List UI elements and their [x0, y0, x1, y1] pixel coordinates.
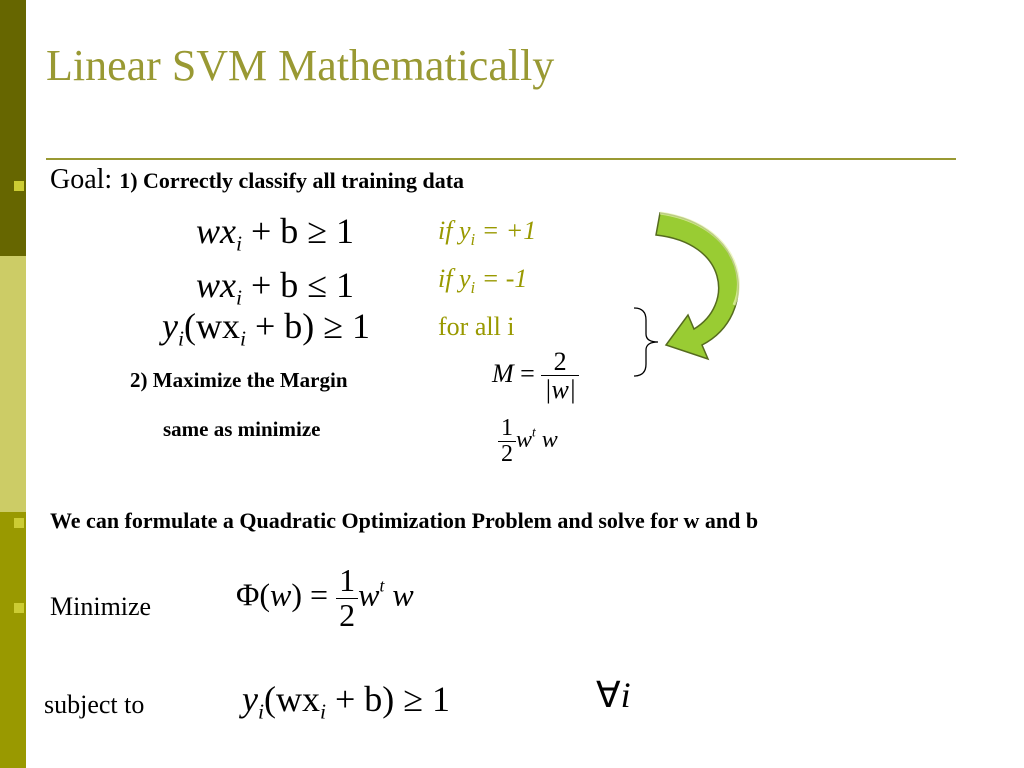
sidebar-band-middle — [0, 256, 26, 512]
condition-positive: if $y_i = +1$ — [438, 216, 537, 249]
margin-formula: M = $\frac{2}{|w|}$ — [492, 348, 579, 404]
title-underline — [46, 158, 956, 160]
objective-formula: Φ(w) = $\frac{1}{2}$ $w^t$ w — [236, 562, 414, 633]
formulate-text: We can formulate a Quadratic Optimization Problem and solve for w and b — [50, 508, 759, 533]
bullet-minimize — [14, 603, 24, 613]
slide-title: Linear SVM Mathematically — [46, 41, 555, 90]
condition-all: for all i — [438, 312, 515, 341]
subject-constraint: $y_i(wx_i + b) \ge 1$ — [242, 679, 451, 724]
constraint-combined: $y_i(wx_i + b) \ge 1$ — [162, 306, 371, 351]
minimize-label: Minimize — [50, 592, 152, 621]
goal-line — [50, 164, 464, 196]
sidebar-band-bottom — [0, 512, 26, 768]
sidebar-band-top — [0, 0, 26, 256]
for-all-i: ∀i — [596, 675, 631, 715]
item-maximize-margin: 2) Maximize the Margin — [130, 368, 348, 392]
subject-to-label: subject to — [44, 690, 145, 719]
bullet-goal — [14, 181, 24, 191]
constraint-negative: $wx_i + b \le 1$ — [196, 265, 355, 310]
constraint-positive: $wx_i + b \ge 1$ — [196, 211, 355, 256]
condition-negative: if $y_i = -1$ — [438, 264, 528, 297]
right-brace-icon — [632, 306, 662, 378]
goal-item-1: 1) Correctly classify all training data — [119, 168, 465, 193]
goal-label: Goal: — [50, 164, 120, 195]
same-as-minimize: same as minimize — [163, 417, 321, 441]
bullet-formulate — [14, 518, 24, 528]
half-wtw-formula: $\frac{1}{2}$ $w^t$ w — [498, 416, 558, 467]
